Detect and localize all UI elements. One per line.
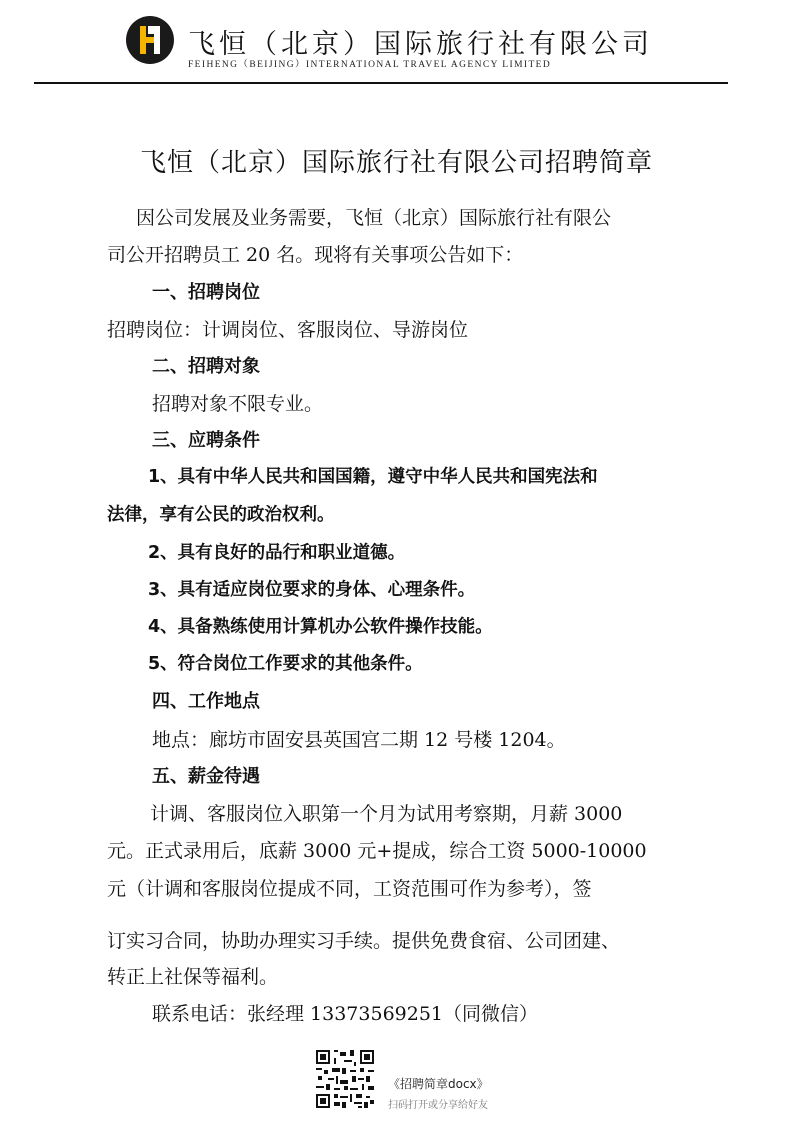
section-2-body: 招聘对象不限专业。 xyxy=(152,393,324,415)
section-3-item-3: 3、具有适应岗位要求的身体、心理条件。 xyxy=(148,580,476,600)
section-3-item-1-line-2: 法律，享有公民的政治权利。 xyxy=(107,505,335,525)
header-divider xyxy=(34,82,728,84)
logo-mark-icon xyxy=(138,24,164,56)
company-logo-icon xyxy=(126,16,174,64)
section-3-item-2: 2、具有良好的品行和职业道德。 xyxy=(148,543,406,563)
contact-line: 联系电话：张经理 13373569251（同微信） xyxy=(152,1003,539,1025)
section-5-line-4: 订实习合同，协助办理实习手续。提供免费食宿、公司团建、 xyxy=(107,930,621,952)
company-name-chinese: 飞恒（北京）国际旅行社有限公司 xyxy=(188,29,653,60)
section-3-item-1-line-1: 1、具有中华人民共和国国籍，遵守中华人民共和国宪法和 xyxy=(148,467,598,487)
section-4-body: 地点：廊坊市固安县英国宫二期 12 号楼 1204。 xyxy=(152,729,566,751)
intro-line-1: 因公司发展及业务需要，飞恒（北京）国际旅行社有限公 xyxy=(136,207,612,229)
letterhead xyxy=(0,0,793,90)
qr-code-icon[interactable] xyxy=(316,1050,374,1108)
document-title: 飞恒（北京）国际旅行社有限公司招聘简章 xyxy=(139,148,653,178)
intro-line-2: 司公开招聘员工 20 名。现将有关事项公告如下： xyxy=(107,244,524,266)
section-4-heading: 四、工作地点 xyxy=(152,691,260,712)
section-5-line-5: 转正上社保等福利。 xyxy=(107,966,279,988)
section-3-heading: 三、应聘条件 xyxy=(152,430,260,451)
section-5-line-2: 元。正式录用后，底薪 3000 元+提成，综合工资 5000-10000 xyxy=(107,840,647,862)
section-1-body: 招聘岗位：计调岗位、客服岗位、导游岗位 xyxy=(107,319,469,341)
company-name-english: FEIHENG（BEIJING）INTERNATIONAL TRAVEL AGENCY LIMITED xyxy=(188,60,552,70)
section-5-line-3: 元（计调和客服岗位提成不同，工资范围可作为参考），签 xyxy=(107,878,592,900)
section-3-item-4: 4、具备熟练使用计算机办公软件操作技能。 xyxy=(148,617,493,637)
section-3-item-5: 5、符合岗位工作要求的其他条件。 xyxy=(148,654,423,674)
section-2-heading: 二、招聘对象 xyxy=(152,356,260,377)
section-5-line-1: 计调、客服岗位入职第一个月为试用考察期，月薪 3000 xyxy=(150,803,623,825)
section-5-heading: 五、薪金待遇 xyxy=(152,766,260,787)
share-hint: 扫码打开或分享给好友 xyxy=(388,1100,488,1111)
file-name-label[interactable]: 《招聘简章docx》 xyxy=(388,1077,489,1091)
section-1-heading: 一、招聘岗位 xyxy=(152,282,260,303)
